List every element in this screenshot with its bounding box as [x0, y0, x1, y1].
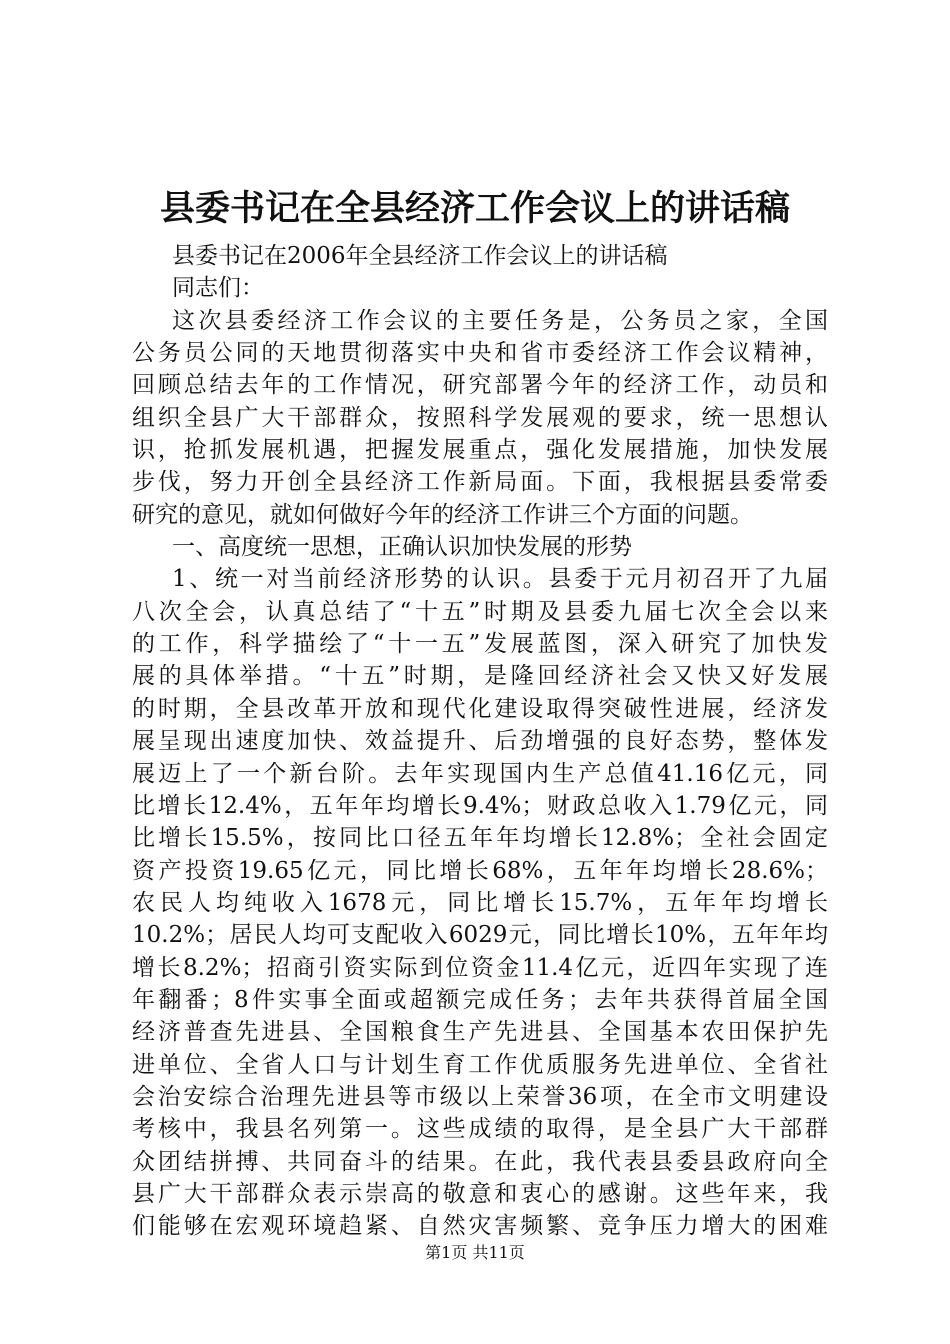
paragraph-line: 比增长12.4%，五年年均增长9.4%；财政总收入1.79亿元，同 [132, 792, 828, 819]
paragraph-line: 这次县委经济工作会议的主要任务是，公务员之家，全国 [172, 307, 828, 334]
paragraph-line: 研究的意见，就如何做好今年的经济工作讲三个方面的问题。 [132, 501, 753, 528]
salutation-line: 同志们： [172, 275, 264, 302]
paragraph-line: 展呈现出速度加快、效益提升、后劲增强的良好态势，整体发 [132, 728, 828, 755]
paragraph-line: 年翻番；8件实事全面或超额完成任务；去年共获得首届全国 [132, 986, 828, 1013]
subtitle-line: 县委书记在2006年全县经济工作会议上的讲话稿 [172, 243, 668, 269]
paragraph-line: 资产投资19.65亿元，同比增长68%，五年年均增长28.6%； [132, 857, 828, 884]
paragraph-line: 比增长15.5%，按同比口径五年年均增长12.8%；全社会固定 [132, 825, 828, 852]
paragraph-line: 众团结拼搏、共同奋斗的结果。在此，我代表县委县政府向全 [132, 1148, 828, 1175]
paragraph-line: 步伐，努力开创全县经济工作新局面。下面，我根据县委常委 [132, 469, 828, 496]
document-body [132, 240, 828, 1243]
paragraph-line: 公务员公同的天地贯彻落实中央和省市委经济工作会议精神， [132, 340, 828, 367]
paragraph-line: 10.2%；居民人均可支配收入6029元，同比增长10%，五年年均 [132, 922, 828, 949]
paragraph-line: 增长8.2%；招商引资实际到位资金11.4亿元，近四年实现了连 [132, 954, 828, 981]
paragraph-line: 展的具体举措。“十五”时期，是隆回经济社会又快又好发展 [132, 663, 828, 690]
paragraph-line: 八次全会，认真总结了“十五”时期及县委九届七次全会以来 [132, 598, 828, 625]
paragraph-line: 会治安综合治理先进县等市级以上荣誉36项，在全市文明建设 [132, 1083, 828, 1110]
page-title: 县委书记在全县经济工作会议上的讲话稿 [159, 188, 790, 229]
paragraph-line: 县广大干部群众表示崇高的敬意和衷心的感谢。这些年来，我 [132, 1180, 828, 1207]
paragraph-line: 1、统一对当前经济形势的认识。县委于元月初召开了九届 [172, 566, 828, 593]
paragraph-line: 展迈上了一个新台阶。去年实现国内生产总值41.16亿元，同 [132, 760, 828, 787]
section-heading: 一、高度统一思想，正确认识加快发展的形势 [172, 534, 632, 561]
paragraph-line: 的时期，全县改革开放和现代化建设取得突破性进展，经济发 [132, 695, 828, 722]
paragraph-line: 组织全县广大干部群众，按照科学发展观的要求，统一思想认 [132, 404, 828, 431]
paragraph-line: 考核中，我县名列第一。这些成绩的取得，是全县广大干部群 [132, 1116, 828, 1143]
paragraph-line: 经济普查先进县、全国粮食生产先进县、全国基本农田保护先 [132, 1019, 828, 1046]
paragraph-line: 回顾总结去年的工作情况，研究部署今年的经济工作，动员和 [132, 372, 828, 399]
paragraph-line: 识，抢抓发展机遇，把握发展重点，强化发展措施，加快发展 [132, 437, 828, 464]
paragraph-line: 农民人均纯收入1678元，同比增长15.7%，五年年均增长 [132, 889, 828, 916]
paragraph-line: 进单位、全省人口与计划生育工作优质服务先进单位、全省社 [132, 1051, 828, 1078]
paragraph-line: 们能够在宏观环境趋紧、自然灾害频繁、竞争压力增大的困难 [132, 1213, 828, 1240]
page-number-footer: 第1页 共11页 [425, 1243, 525, 1262]
paragraph-line: 的工作，科学描绘了“十一五”发展蓝图，深入研究了加快发 [132, 631, 828, 658]
